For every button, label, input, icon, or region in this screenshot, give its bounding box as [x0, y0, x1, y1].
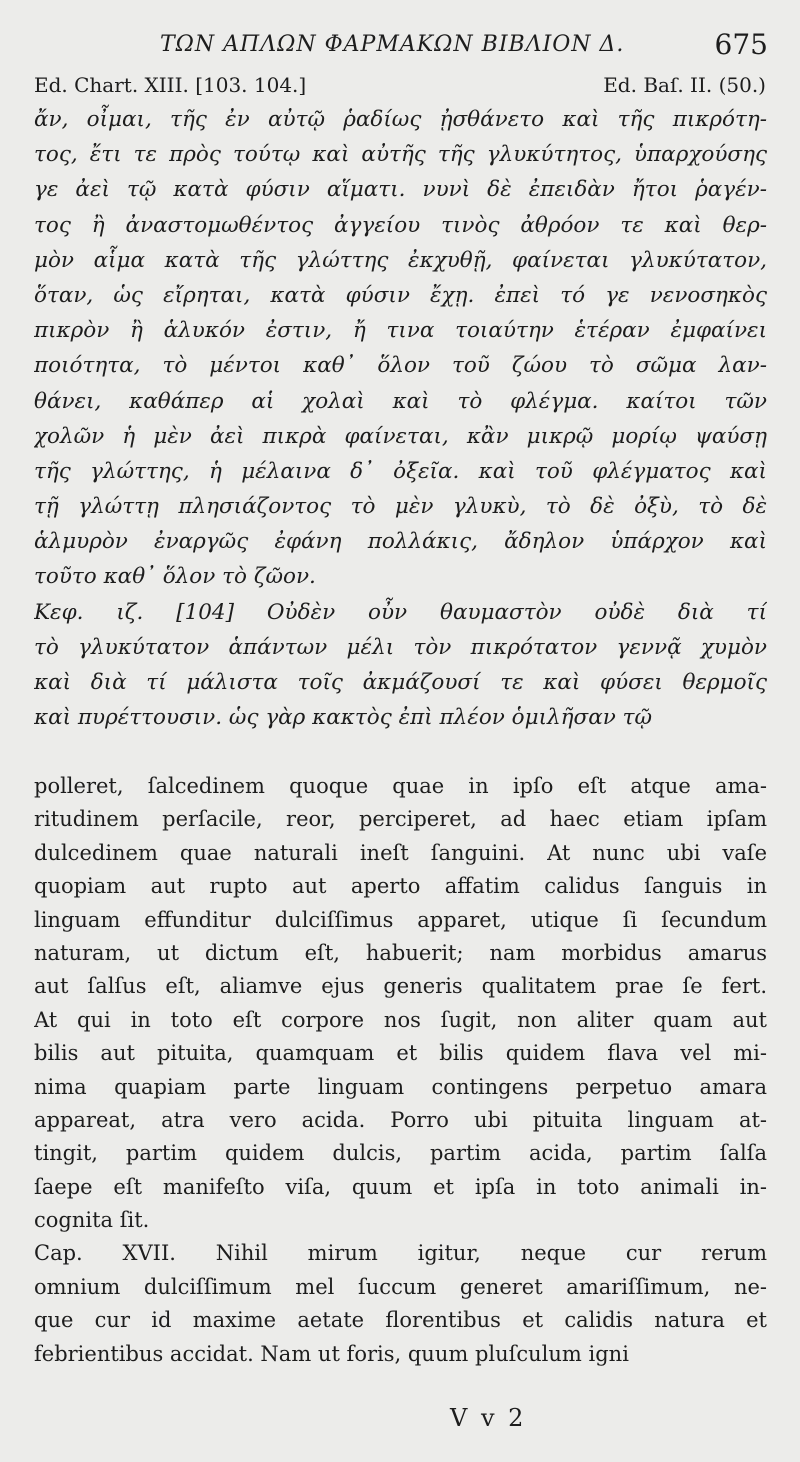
text-line: θάνει, καθάπερ αἱ χολαὶ καὶ τὸ φλέγμα. καίτοι τῶν [34, 388, 767, 414]
text-line: At qui in toto eſt corpore nos ſugit, non aliter quam aut [34, 1007, 767, 1032]
text-line: τῆς γλώττης, ἡ μέλαινα δ᾽ ὀξεῖα. καὶ τοῦ φλέγματος καὶ [34, 458, 767, 484]
text-line: aut ſalſus eſt, aliamve ejus generis qualitatem prae ſe fert. [34, 974, 767, 999]
edition-basel-reference: Ed. Baſ. II. (50.) [603, 73, 766, 97]
text-line: γε ἀεὶ τῷ κατὰ φύσιν αἵματι. νυνὶ δὲ ἐπειδὰν ἤτοι ῥαγέν- [34, 177, 767, 203]
text-line: ſaepe eſt manifeſto viſa, quum et ipſa in toto animali in- [34, 1174, 767, 1199]
text-line: nima quapiam parte linguam contingens perpetuo amara [34, 1074, 767, 1099]
text-line: τῇ γλώττῃ πλησιάζοντος τὸ μὲν γλυκὺ, τὸ δὲ ὀξὺ, τὸ δὲ [34, 494, 767, 520]
latin-text-block [34, 770, 767, 1371]
text-line: πικρὸν ἢ ἁλυκόν ἐστιν, ἤ τινα τοιαύτην ἑτέραν ἐμφαίνει [34, 318, 767, 344]
edition-chart-reference: Ed. Chart. XIII. [103. 104.] [34, 73, 307, 97]
text-line: linguam effunditur dulciſſimus apparet, utique ſi ſecundum [34, 907, 767, 932]
text-line: appareat, atra vero acida. Porro ubi pituita linguam at- [34, 1107, 767, 1132]
text-line: que cur id maxime aetate florentibus et calidis natura et [34, 1308, 767, 1333]
text-line: bilis aut pituita, quamquam et bilis quidem flava vel mi- [34, 1041, 767, 1066]
edition-reference-line [34, 73, 766, 103]
text-line: ποιότητα, τὸ μέντοι καθ᾽ ὅλον τοῦ ζώου τὸ σῶμα λαν- [34, 353, 767, 379]
text-line: τος ἢ ἀναστομωθέντος ἀγγείου τινὸς ἀθρόον τε καὶ θερ- [34, 212, 767, 238]
text-line: febrientibus accidat. Nam ut foris, quum pluſculum igni [34, 1341, 629, 1366]
running-title: ΤΩΝ ΑΠΛΩΝ ΦΑΡΜΑΚΩΝ ΒΙΒΛΙΟΝ Δ. [160, 32, 625, 57]
text-line: τος, ἔτι τε πρὸς τούτῳ καὶ αὐτῆς τῆς γλυκύτητος, ὑπαρχούσης [34, 142, 767, 168]
running-head [0, 26, 800, 66]
printer-signature-mark: V v 2 [450, 1404, 527, 1432]
text-line: χολῶν ἡ μὲν ἀεὶ πικρὰ φαίνεται, κἂν μικρῷ μορίῳ ψαύσῃ [34, 423, 767, 449]
text-line: τοῦτο καθ᾽ ὅλον τὸ ζῶον. [34, 564, 316, 590]
text-line: dulcedinem quae naturali ineſt ſanguini. At nunc ubi vaſe [34, 840, 767, 865]
text-line: καὶ πυρέττουσιν. ὡς γὰρ κακτὸς ἐπὶ πλέον ὁμιλῆσαν τῷ [34, 705, 653, 731]
text-line: omnium dulciſſimum mel ſuccum generet amariſſimum, ne- [34, 1274, 767, 1299]
text-line: ὅταν, ὡς εἴρηται, κατὰ φύσιν ἔχῃ. ἐπεὶ τό γε νενοσηκὸς [34, 282, 767, 308]
text-line: τὸ γλυκύτατον ἁπάντων μέλι τὸν πικρότατον γεννᾷ χυμὸν [34, 634, 767, 660]
text-line: naturam, ut dictum eſt, habuerit; nam morbidus amarus [34, 940, 767, 965]
text-line: ritudinem perſacile, reor, perciperet, ad haec etiam ipſam [34, 807, 767, 832]
text-line: cognita ſit. [34, 1208, 150, 1233]
text-line: Cap. XVII. Nihil mirum igitur, neque cur rerum [34, 1241, 767, 1266]
text-line: quopiam aut rupto aut aperto affatim calidus ſanguis in [34, 874, 767, 899]
text-line: ἁλμυρὸν ἐναργῶς ἐφάνη πολλάκις, ἄδηλον ὑπάρχον καὶ [34, 529, 767, 555]
page-number: 675 [714, 28, 768, 61]
text-line: καὶ διὰ τί μάλιστα τοῖς ἀκμάζουσί τε καὶ φύσει θερμοῖς [34, 670, 767, 695]
text-line: ἄν, οἶμαι, τῆς ἐν αὐτῷ ῥαδίως ᾐσθάνετο καὶ τῆς πικρότη- [34, 107, 767, 132]
text-line: tingit, partim quidem dulcis, partim acida, partim ſalſa [34, 1141, 767, 1166]
greek-text-block [34, 102, 767, 735]
text-line: μὸν αἷμα κατὰ τῆς γλώττης ἐκχυθῇ, φαίνεται γλυκύτατον, [34, 247, 767, 273]
text-line: Κεφ. ιζ. [104] Οὐδὲν οὖν θαυμαστὸν οὐδὲ διὰ τί [34, 599, 767, 625]
text-line: polleret, ſalcedinem quoque quae in ipſo eſt atque ama- [34, 774, 767, 798]
